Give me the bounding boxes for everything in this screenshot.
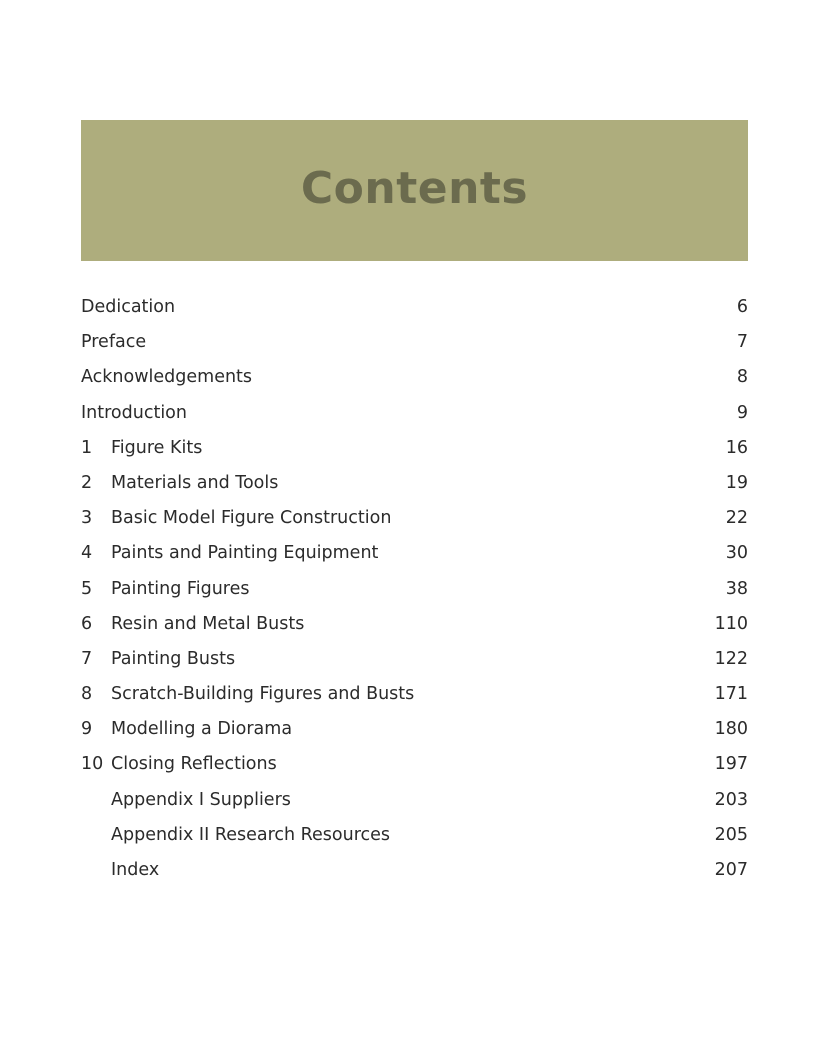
toc-page-number: 207 [714,860,748,880]
toc-page-number: 19 [725,472,748,493]
toc-entry-title: Dedication [81,297,176,317]
toc-page-number: 110 [714,613,748,634]
toc-page-number: 7 [736,332,748,353]
toc-page-number: 197 [714,754,748,775]
toc-row-appendix-2[interactable] [81,818,748,853]
toc-entry-title: Index [111,860,160,880]
toc-row-chapter-6[interactable] [81,607,748,642]
toc-row-chapter-9[interactable] [81,712,748,747]
toc-entry-title: Materials and Tools [111,472,279,493]
toc-chapter-number: 10 [81,754,104,775]
toc-row-introduction[interactable] [81,396,748,431]
toc-page-number: 171 [714,684,748,705]
toc-entry-title: Appendix I Suppliers [111,789,291,810]
toc-chapter-number: 8 [81,684,93,705]
toc-entry-title: Painting Busts [111,648,236,669]
table-of-contents [81,290,748,888]
toc-chapter-number: 6 [81,613,93,634]
toc-chapter-number: 1 [81,437,93,458]
toc-entry-title: Acknowledgements [81,367,253,388]
toc-row-chapter-8[interactable] [81,677,748,712]
toc-page-number: 180 [714,719,748,740]
toc-entry-title: Modelling a Diorama [111,719,293,740]
toc-entry-title: Paints and Painting Equipment [111,543,379,564]
page-title: Contents [300,163,529,214]
toc-chapter-number: 9 [81,719,93,740]
toc-page-number: 8 [736,367,748,388]
toc-row-appendix-1[interactable] [81,783,748,818]
toc-entry-title: Resin and Metal Busts [111,613,305,634]
toc-page-number: 38 [725,578,748,599]
toc-chapter-number: 7 [81,648,93,669]
toc-page-number: 122 [714,648,748,669]
toc-entry-title: Appendix II Research Resources [111,824,391,845]
toc-row-chapter-1[interactable] [81,431,748,466]
toc-entry-title: Scratch-Building Figures and Busts [111,684,415,705]
toc-page-number: 22 [725,508,748,529]
toc-chapter-number: 4 [81,543,93,564]
toc-row-chapter-10[interactable] [81,747,748,782]
toc-row-preface[interactable] [81,325,748,360]
toc-entry-title: Figure Kits [111,437,203,458]
toc-page-number: 30 [725,543,748,564]
toc-row-dedication[interactable] [81,290,748,325]
toc-page-number: 16 [725,437,748,458]
contents-header-band [81,120,748,261]
toc-row-chapter-7[interactable] [81,642,748,677]
toc-row-acknowledgements[interactable] [81,360,748,395]
toc-row-chapter-5[interactable] [81,572,748,607]
toc-chapter-number: 2 [81,472,93,493]
toc-entry-title: Painting Figures [111,578,250,599]
toc-entry-title: Basic Model Figure Construction [111,508,392,529]
toc-row-index[interactable] [81,853,748,888]
toc-entry-title: Closing Reflections [111,754,277,775]
toc-entry-title: Introduction [81,402,187,423]
toc-row-chapter-4[interactable] [81,536,748,571]
toc-chapter-number: 5 [81,578,93,599]
toc-page-number: 6 [736,297,748,317]
toc-row-chapter-3[interactable] [81,501,748,536]
toc-chapter-number: 3 [81,508,93,529]
toc-page-number: 205 [714,824,748,845]
toc-row-chapter-2[interactable] [81,466,748,501]
toc-page-number: 9 [736,402,748,423]
toc-entry-title: Preface [81,332,147,353]
toc-page-number: 203 [714,789,748,810]
